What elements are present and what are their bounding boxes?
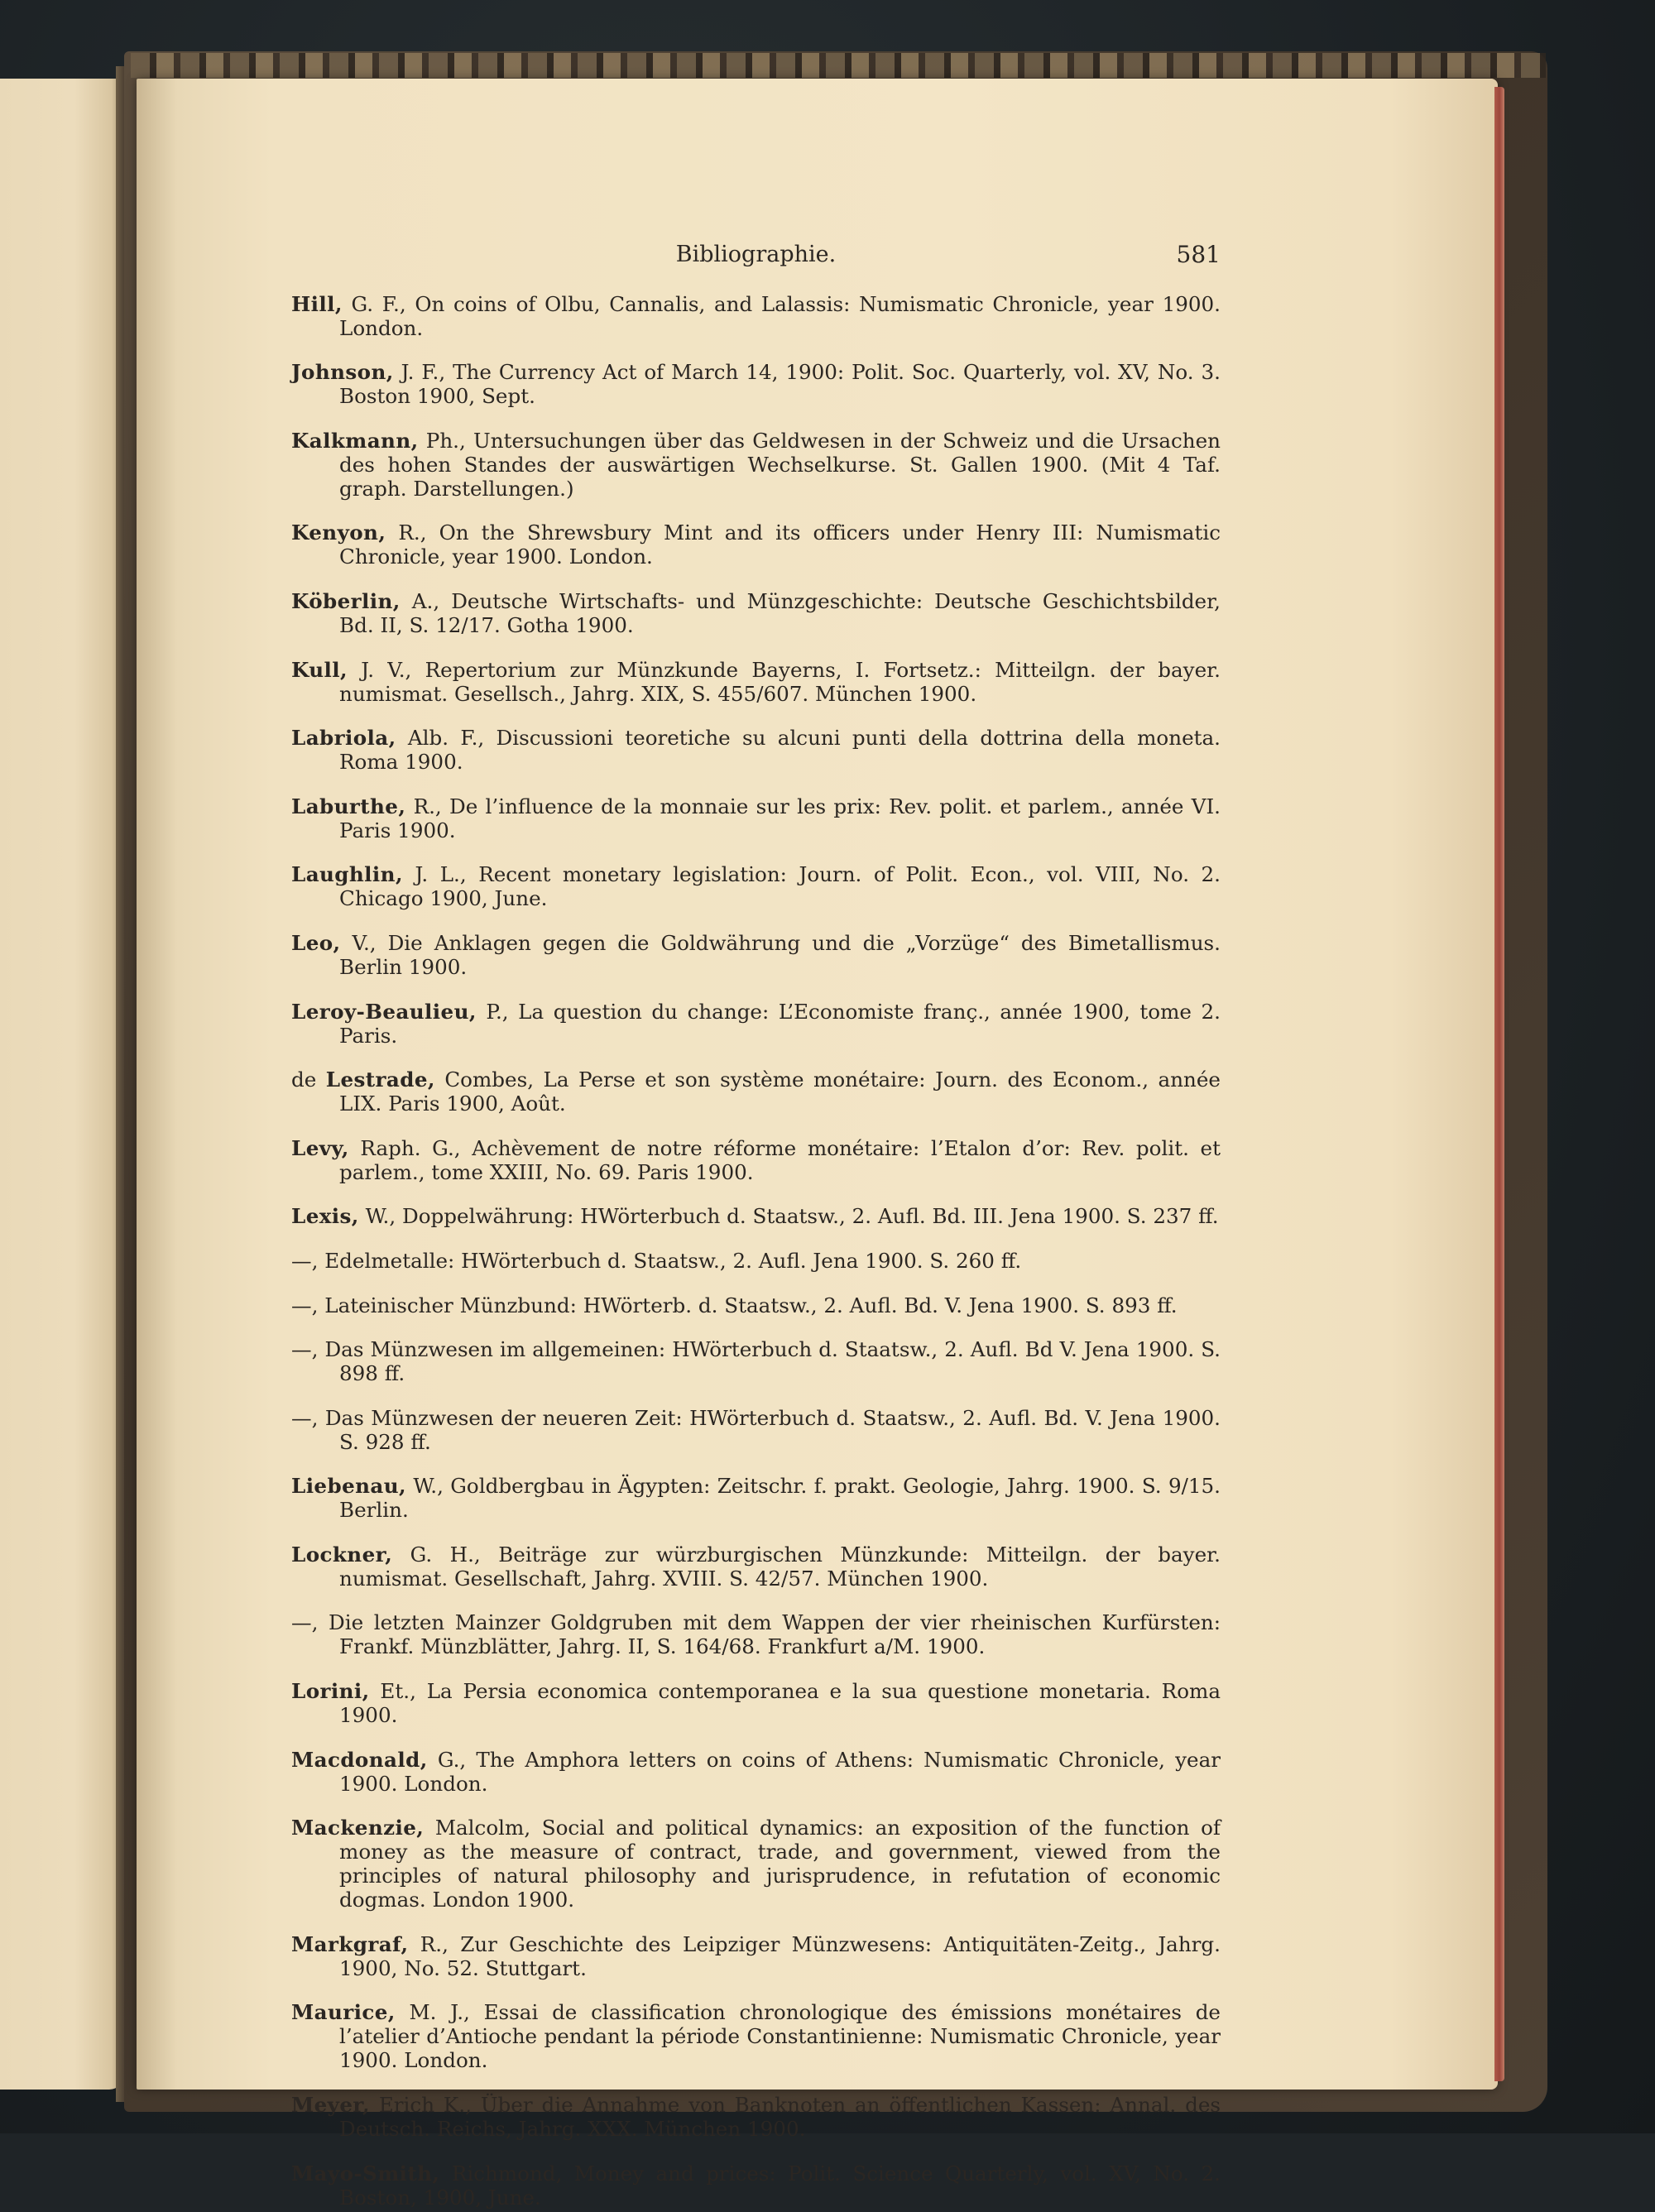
entry-author: Köberlin, bbox=[291, 588, 401, 613]
entry-text: G. F., On coins of Olbu, Cannalis, and Lalassis: Numismatic Chronicle, year 1900. London. bbox=[339, 291, 1221, 340]
entry-text: Malcolm, Social and political dynamics: an exposition of the function of money as the measure of contract, trade, and government, viewed from the principles of natural philosophy and jurisprudence, in refutation of economic dogmas. London 1900. bbox=[339, 1816, 1221, 1912]
bibliography-entry bbox=[291, 1679, 1221, 1727]
entry-text: Edelmetalle: HWörterbuch d. Staatsw., 2. Aufl. Jena 1900. S. 260 ff. bbox=[324, 1248, 1022, 1273]
bibliography-entry bbox=[291, 1337, 1221, 1385]
bibliography-entry bbox=[291, 1748, 1221, 1796]
bibliography-entry bbox=[291, 1932, 1221, 1980]
bibliography-entry bbox=[291, 1610, 1221, 1658]
page-number: 581 bbox=[1176, 241, 1221, 268]
cover-top-edge bbox=[131, 53, 1546, 78]
bibliography-entry bbox=[291, 589, 1221, 637]
entry-text: J. V., Repertorium zur Münzkunde Bayerns, I. Fortsetz.: Mitteilgn. der bayer. numismat. Gesellsch., Jahrg. XIX, S. 455/607. München 1900. bbox=[339, 657, 1221, 706]
bibliography-entry bbox=[291, 794, 1221, 842]
entry-author: Lockner, bbox=[291, 1542, 393, 1567]
entry-prefix: —, bbox=[291, 1337, 325, 1362]
bibliography-list bbox=[291, 292, 1221, 2210]
bibliography-entry bbox=[291, 1000, 1221, 1048]
entry-text: Das Münzwesen der neueren Zeit: HWörterbuch d. Staatsw., 2. Aufl. Bd. V. Jena 1900. S. 928 ff. bbox=[324, 1405, 1221, 1454]
entry-text: Die letzten Mainzer Goldgruben mit dem Wappen der vier rheinischen Kurfürsten: Frankf. Münzblätter, Jahrg. II, S. 164/68. Frankfurt a/M. 1900. bbox=[329, 1610, 1221, 1659]
entry-text: R., On the Shrewsbury Mint and its officers under Henry III: Numismatic Chronicle, year 1900. London. bbox=[339, 521, 1221, 569]
entry-text: A., Deutsche Wirtschafts- und Münzgeschichte: Deutsche Geschichtsbilder, Bd. II, S. 12/17. Gotha 1900. bbox=[339, 588, 1221, 637]
bibliography-entry bbox=[291, 2162, 1221, 2210]
entry-text: G., The Amphora letters on coins of Athens: Numismatic Chronicle, year 1900. London. bbox=[339, 1747, 1221, 1796]
entry-author: Leo, bbox=[291, 930, 341, 955]
bibliography-entry bbox=[291, 1204, 1221, 1228]
entry-text: V., Die Anklagen gegen die Goldwährung und die „Vorzüge“ des Bimetallismus. Berlin 1900. bbox=[339, 930, 1221, 979]
entry-author: Liebenau, bbox=[291, 1474, 406, 1499]
entry-prefix: —, bbox=[291, 1610, 329, 1635]
entry-author: Johnson, bbox=[291, 360, 394, 385]
entry-text: R., Zur Geschichte des Leipziger Münzwesens: Antiquitäten-Zeitg., Jahrg. 1900, No. 52. Stuttgart. bbox=[339, 1931, 1221, 1980]
red-page-edge bbox=[1494, 87, 1504, 2081]
bibliography-entry bbox=[291, 2000, 1221, 2072]
bibliography-entry bbox=[291, 1406, 1221, 1454]
entry-author: Leroy-Beaulieu, bbox=[291, 999, 477, 1024]
entry-author: Lexis, bbox=[291, 1204, 359, 1229]
entry-text: W., Doppelwährung: HWörterbuch d. Staatsw., 2. Aufl. Bd. III. Jena 1900. S. 237 ff. bbox=[358, 1204, 1219, 1229]
entry-text: J. F., The Currency Act of March 14, 1900: Polit. Soc. Quarterly, vol. XV, No. 3. Boston 1900, Sept. bbox=[339, 360, 1221, 409]
bibliography-entry bbox=[291, 429, 1221, 501]
entry-author: Laughlin, bbox=[291, 862, 403, 887]
bibliography-entry bbox=[291, 1474, 1221, 1522]
bibliography-entry bbox=[291, 1068, 1221, 1116]
bibliography-entry bbox=[291, 521, 1221, 569]
entry-prefix: —, bbox=[291, 1405, 325, 1430]
bibliography-entry bbox=[291, 1249, 1221, 1273]
entry-text: Das Münzwesen im allgemeinen: HWörterbuch d. Staatsw., 2. Aufl. Bd V. Jena 1900. S. 898 ff. bbox=[324, 1337, 1221, 1386]
entry-text: Ph., Untersuchungen über das Geldwesen in der Schweiz und die Ursachen des hohen Standes der auswärtigen Wechselkurse. St. Gallen 1900. (Mit 4 Taf. graph. Darstellungen.) bbox=[339, 428, 1221, 501]
bibliography-entry bbox=[291, 658, 1221, 706]
entry-author: Meyer, bbox=[291, 2093, 370, 2118]
entry-text: Raph. G., Achèvement de notre réforme monétaire: l’Etalon d’or: Rev. polit. et parlem., tome XXIII, No. 69. Paris 1900. bbox=[339, 1135, 1221, 1184]
entry-author: Lestrade, bbox=[325, 1068, 435, 1092]
entry-text: Erich K., Über die Annahme von Banknoten an öffentlichen Kassen: Annal. des Deutsch. Reichs, Jahrg. XXX. München 1900. bbox=[339, 2093, 1221, 2142]
entry-text: Lateinischer Münzbund: HWörterb. d. Staatsw., 2. Aufl. Bd. V. Jena 1900. S. 893 ff. bbox=[324, 1293, 1178, 1317]
entry-author: Labriola, bbox=[291, 726, 396, 751]
entry-author: Laburthe, bbox=[291, 794, 406, 818]
entry-author: Markgraf, bbox=[291, 1931, 409, 1956]
entry-text: Combes, La Perse et son système monétaire: Journ. des Econom., année LIX. Paris 1900, Août. bbox=[339, 1068, 1221, 1116]
entry-prefix: de bbox=[291, 1068, 326, 1092]
entry-text: Alb. F., Discussioni teoretiche su alcuni punti della dottrina della moneta. Roma 1900. bbox=[339, 726, 1221, 775]
bibliography-entry bbox=[291, 862, 1221, 910]
bibliography-entry bbox=[291, 2093, 1221, 2141]
entry-author: Kalkmann, bbox=[291, 428, 419, 453]
page-content bbox=[291, 238, 1221, 2212]
entry-text: P., La question du change: L’Economiste franç., année 1900, tome 2. Paris. bbox=[339, 999, 1221, 1048]
entry-author: Macdonald, bbox=[291, 1747, 428, 1772]
entry-author: Hill, bbox=[291, 291, 343, 316]
bibliography-entry bbox=[291, 726, 1221, 774]
entry-text: M. J., Essai de classification chronologique des émissions monétaires de l’atelier d’Antioche pendant la période Constantinienne: Numismatic Chronicle, year 1900. London. bbox=[339, 2000, 1221, 2073]
entry-author: Kull, bbox=[291, 657, 348, 682]
entry-author: Maurice, bbox=[291, 2000, 396, 2025]
entry-prefix: —, bbox=[291, 1293, 325, 1317]
entry-text: R., De l’influence de la monnaie sur les prix: Rev. polit. et parlem., année VI. Paris 1900. bbox=[339, 794, 1221, 842]
bibliography-entry bbox=[291, 360, 1221, 408]
entry-author: Kenyon, bbox=[291, 521, 386, 545]
entry-text: G. H., Beiträge zur würzburgischen Münzkunde: Mitteilgn. der bayer. numismat. Gesellschaft, Jahrg. XVIII. S. 42/57. München 1900. bbox=[339, 1542, 1221, 1591]
entry-author: Levy, bbox=[291, 1135, 349, 1160]
bibliography-entry bbox=[291, 931, 1221, 979]
bibliography-entry bbox=[291, 1136, 1221, 1184]
bibliography-entry bbox=[291, 1543, 1221, 1591]
bibliography-entry bbox=[291, 1293, 1221, 1317]
entry-author: Mayo-Smith, bbox=[291, 2161, 440, 2186]
left-page-edge bbox=[0, 79, 124, 2090]
entry-text: Et., La Persia economica contemporanea e la sua questione monetaria. Roma 1900. bbox=[339, 1679, 1221, 1728]
entry-author: Mackenzie, bbox=[291, 1816, 425, 1840]
running-head bbox=[291, 238, 1221, 271]
bibliography-entry bbox=[291, 1816, 1221, 1912]
bibliography-entry bbox=[291, 292, 1221, 340]
running-title: Bibliographie. bbox=[675, 242, 837, 267]
entry-author: Lorini, bbox=[291, 1679, 370, 1704]
entry-prefix: —, bbox=[291, 1248, 325, 1273]
entry-text: Richmond, Money and prices: Polit. Science Quarterly, vol. XV, No. 2. Boston, 1900, June. bbox=[339, 2161, 1221, 2210]
entry-text: J. L., Recent monetary legislation: Journ. of Polit. Econ., vol. VIII, No. 2. Chicago 1900, June. bbox=[339, 862, 1221, 911]
entry-text: W., Goldbergbau in Ägypten: Zeitschr. f. prakt. Geologie, Jahrg. 1900. S. 9/15. Berlin. bbox=[339, 1474, 1221, 1523]
